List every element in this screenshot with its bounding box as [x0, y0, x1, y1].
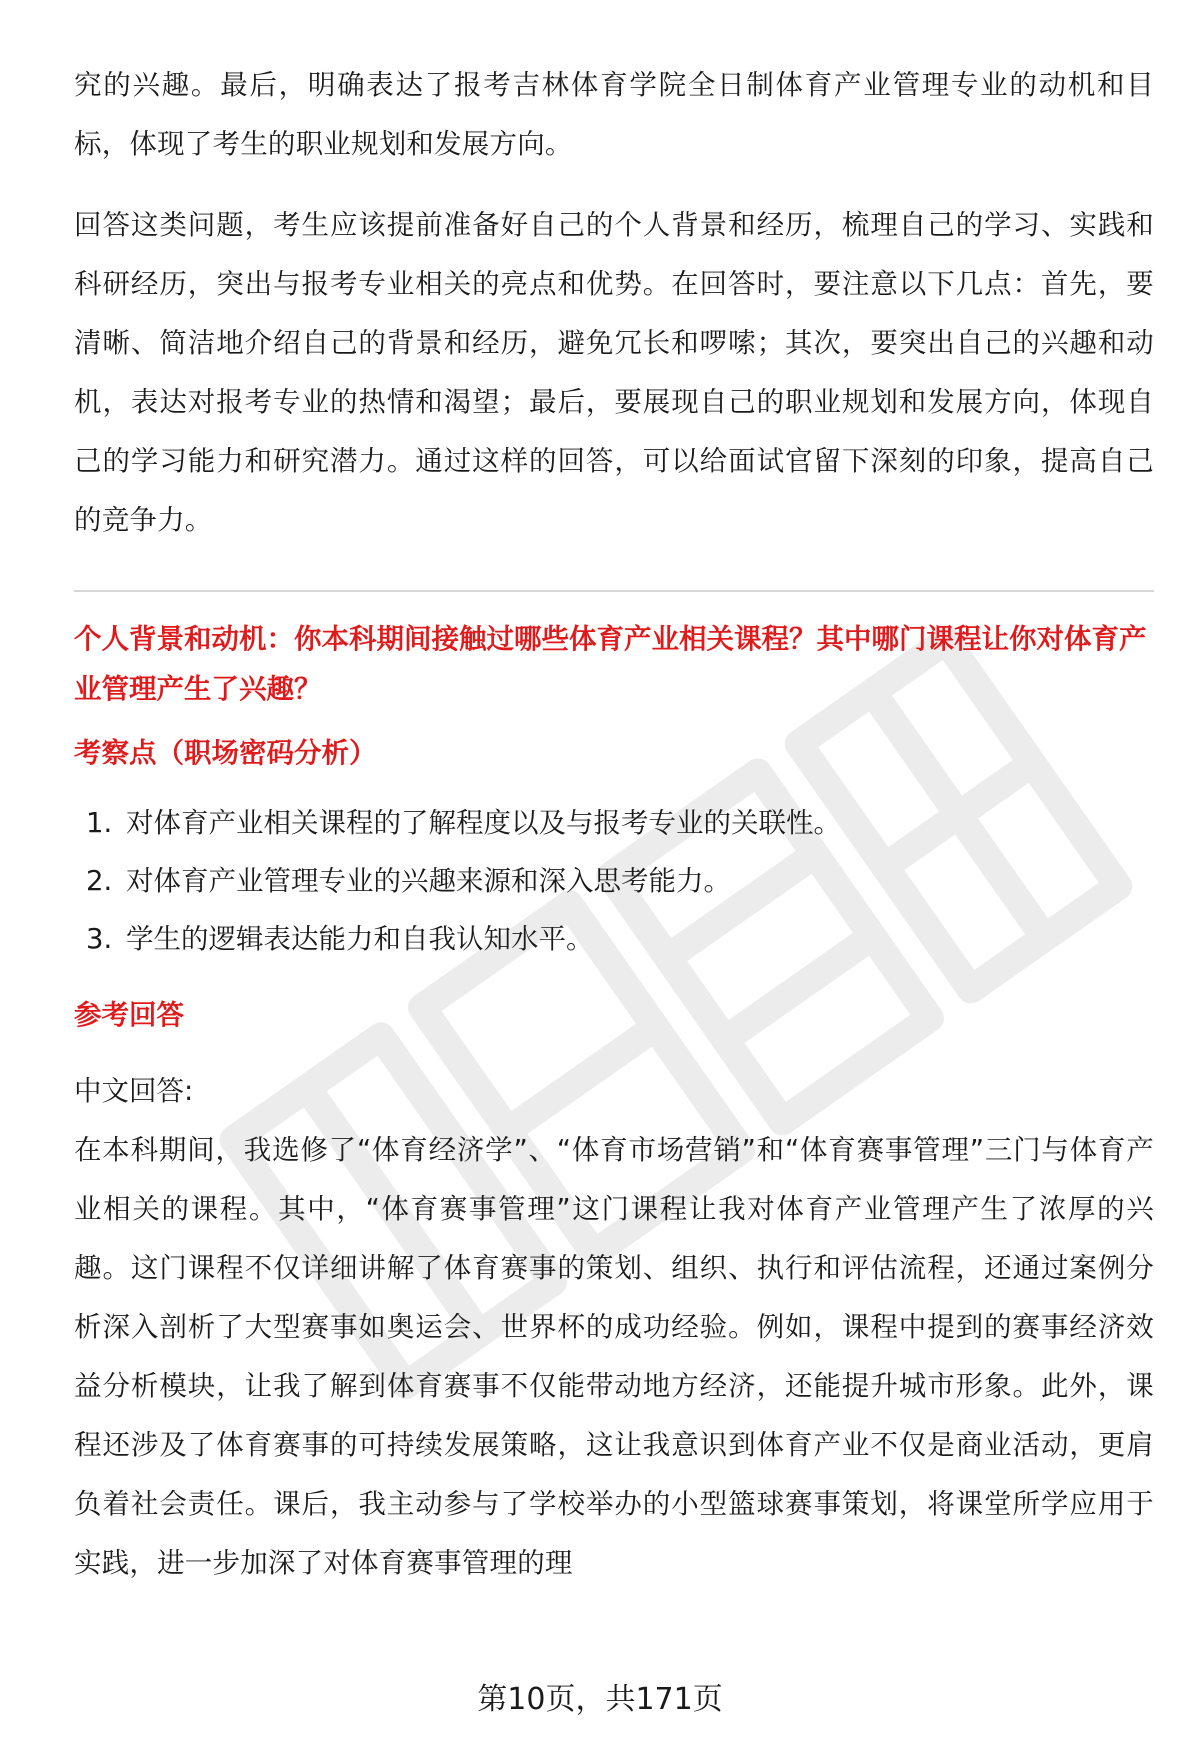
answer-label: 中文回答: [74, 1075, 194, 1107]
list-item [74, 794, 1154, 852]
answer-text: 在本科期间，我选修了“体育经济学”、“体育市场营销”和“体育赛事管理”三门与体育产业相关的课程。其中，“体育赛事管理”这门课程让我对体育产业管理产生了浓厚的兴趣。这门课程不仅详细讲解了体育赛事的策划、组织、执行和评估流程，还通过案例分析深入剖析了大型赛事如奥运会、世界杯的成功经验。例如，课程中提到的赛事经济效益分析模块，让我了解到体育赛事不仅能带动地方经济，还能提升城市形象。此外，课程还涉及了体育赛事的可持续发展策略，这让我意识到体育产业不仅是商业活动，更肩负着社会责任。课后，我主动参与了学校举办的小型篮球赛事策划，将课堂所学应用于实践，进一步加深了对体育赛事管理的理 [74, 1134, 1154, 1579]
document-body [74, 56, 1154, 1593]
page-footer: 第10页，共171页 [477, 1682, 723, 1717]
paragraph-continuation: 究的兴趣。最后，明确表达了报考吉林体育学院全日制体育产业管理专业的动机和目标，体现了考生的职业规划和发展方向。 [74, 69, 1154, 160]
list-item [74, 852, 1154, 910]
question-heading: 个人背景和动机：你本科期间接触过哪些体育产业相关课程？其中哪门课程让你对体育产业管理产生了兴趣？ [74, 623, 1147, 705]
section-divider [74, 590, 1154, 592]
list-item-text: 对体育产业管理专业的兴趣来源和深入思考能力。 [126, 865, 731, 897]
list-item-number: 1. [86, 807, 113, 839]
list-item [74, 910, 1154, 968]
analysis-heading: 考察点（职场密码分析） [74, 737, 377, 769]
paragraph-advice: 回答这类问题，考生应该提前准备好自己的个人背景和经历，梳理自己的学习、实践和科研经历，突出与报考专业相关的亮点和优势。在回答时，要注意以下几点：首先，要清晰、简洁地介绍自己的背景和经历，避免冗长和啰嗦；其次，要突出自己的兴趣和动机，表达对报考专业的热情和渴望；最后，要展现自己的职业规划和发展方向，体现自己的学习能力和研究潜力。通过这样的回答，可以给面试官留下深刻的印象，提高自己的竞争力。 [74, 209, 1154, 536]
analysis-list [74, 794, 1154, 968]
list-item-number: 3. [86, 923, 113, 955]
list-item-text: 对体育产业相关课程的了解程度以及与报考专业的关联性。 [126, 807, 841, 839]
answer-heading: 参考回答 [74, 999, 184, 1031]
list-item-text: 学生的逻辑表达能力和自我认知水平。 [126, 923, 594, 955]
list-item-number: 2. [86, 865, 113, 897]
